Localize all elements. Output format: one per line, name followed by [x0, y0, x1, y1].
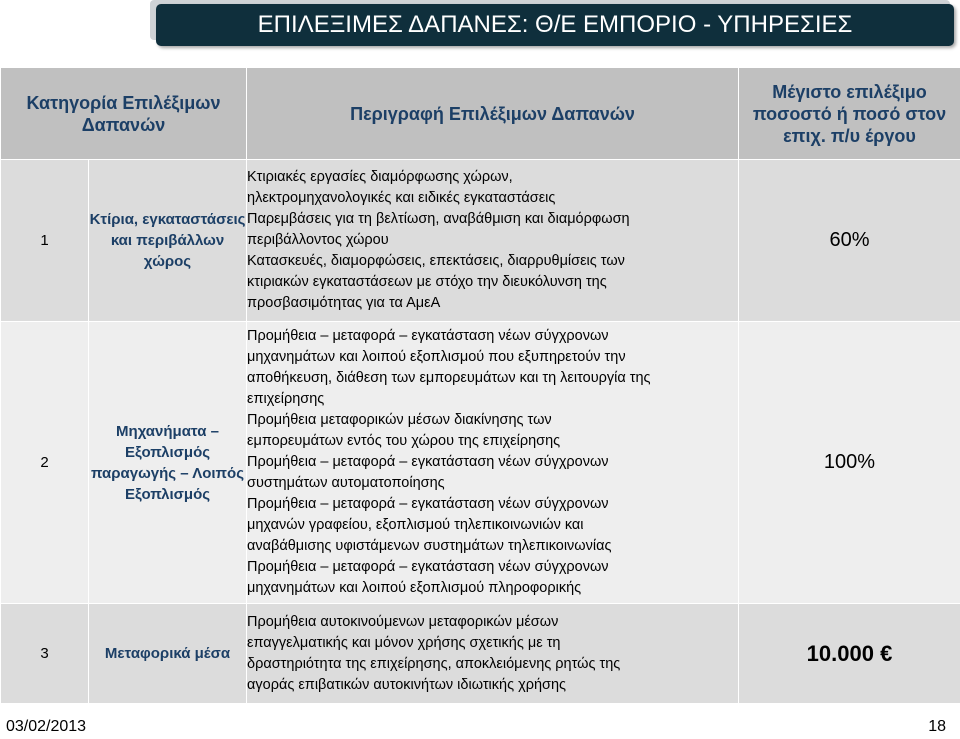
table-header-row — [1, 68, 960, 160]
row-number: 3 — [1, 604, 89, 704]
description-line: προσβασιμότητας για τα ΑμεΑ — [247, 295, 441, 311]
row-category: Μεταφορικά μέσα — [89, 604, 247, 704]
row-max: 60% — [739, 160, 960, 322]
description-line: Προμήθεια μεταφορικών μέσων διακίνησης των — [247, 412, 552, 428]
footer-date: 03/02/2013 — [6, 718, 87, 735]
description-line: μηχανημάτων και λοιπού εξοπλισμού που εξυπηρετούν την — [247, 349, 626, 365]
table-row — [1, 322, 960, 604]
description-line: εμπορευμάτων εντός του χώρου της επιχείρησης — [247, 433, 561, 449]
table-row — [1, 604, 960, 704]
description-line: Κατασκευές, διαμορφώσεις, επεκτάσεις, διαρρυθμίσεις των — [247, 253, 625, 269]
row-description — [247, 604, 739, 704]
description-line: μηχανών γραφείου, εξοπλισμού τηλεπικοινωνιών και — [247, 517, 584, 533]
description-line: Προμήθεια – μεταφορά – εγκατάσταση νέων σύγχρονων — [247, 496, 609, 512]
description-line: συστημάτων αυτοματοποίησης — [247, 475, 445, 491]
description-line: περιβάλλοντος χώρου — [247, 232, 389, 248]
description-line: αγοράς επιβατικών αυτοκινήτων ιδιωτικής χρήσης — [247, 676, 567, 693]
header-category: Κατηγορία Επιλέξιμων Δαπανών — [1, 68, 247, 160]
description-line: ηλεκτρομηχανολογικές και ειδικές εγκαταστάσεις — [247, 190, 556, 206]
description-line: αποθήκευση, διάθεση των εμπορευμάτων και τη λειτουργία της — [247, 370, 651, 386]
slide-title: ΕΠΙΛΕΞΙΜΕΣ ΔΑΠΑΝΕΣ: Θ/Ε ΕΜΠΟΡΙΟ - ΥΠΗΡΕΣΙΕΣ — [156, 4, 954, 46]
description-line: Προμήθεια αυτοκινούμενων μεταφορικών μέσων — [247, 613, 559, 630]
description-line: Παρεμβάσεις για τη βελτίωση, αναβάθμιση και διαμόρφωση — [247, 211, 630, 227]
description-line: Προμήθεια – μεταφορά – εγκατάσταση νέων σύγχρονων — [247, 328, 609, 344]
description-line: δραστηριότητα της επιχείρησης, αποκλειόμενης ρητώς της — [247, 655, 621, 672]
row-number: 1 — [1, 160, 89, 322]
row-category: Μηχανήματα – Εξοπλισμός παραγωγής – Λοιπός Εξοπλισμός — [89, 322, 247, 604]
description-line: Προμήθεια – μεταφορά – εγκατάσταση νέων σύγχρονων — [247, 559, 609, 575]
table-row — [1, 160, 960, 322]
row-description — [247, 322, 739, 604]
expenses-table — [0, 67, 960, 704]
header-max: Μέγιστο επιλέξιμο ποσοστό ή ποσό στον επιχ. π/υ έργου — [739, 68, 960, 160]
row-category: Κτίρια, εγκαταστάσεις και περιβάλλων χώρος — [89, 160, 247, 322]
description-line: επιχείρησης — [247, 391, 325, 407]
description-line: μηχανημάτων και λοιπού εξοπλισμού πληροφορικής — [247, 580, 582, 596]
title-banner — [150, 0, 960, 50]
description-line: Κτιριακές εργασίες διαμόρφωσης χώρων, — [247, 169, 513, 185]
header-description: Περιγραφή Επιλέξιμων Δαπανών — [247, 68, 739, 160]
row-number: 2 — [1, 322, 89, 604]
row-max: 100% — [739, 322, 960, 604]
description-line: αναβάθμισης υφιστάμενων συστημάτων τηλεπικοινωνίας — [247, 538, 612, 554]
description-line: επαγγελματικής και μόνον χρήσης σχετικής με τη — [247, 634, 561, 651]
description-line: Προμήθεια – μεταφορά – εγκατάσταση νέων σύγχρονων — [247, 454, 609, 470]
page-number: 18 — [928, 718, 946, 735]
description-line: κτιριακών εγκαταστάσεων με στόχο την διευκόλυνση της — [247, 274, 607, 290]
row-max: 10.000 € — [739, 604, 960, 704]
row-description — [247, 160, 739, 322]
